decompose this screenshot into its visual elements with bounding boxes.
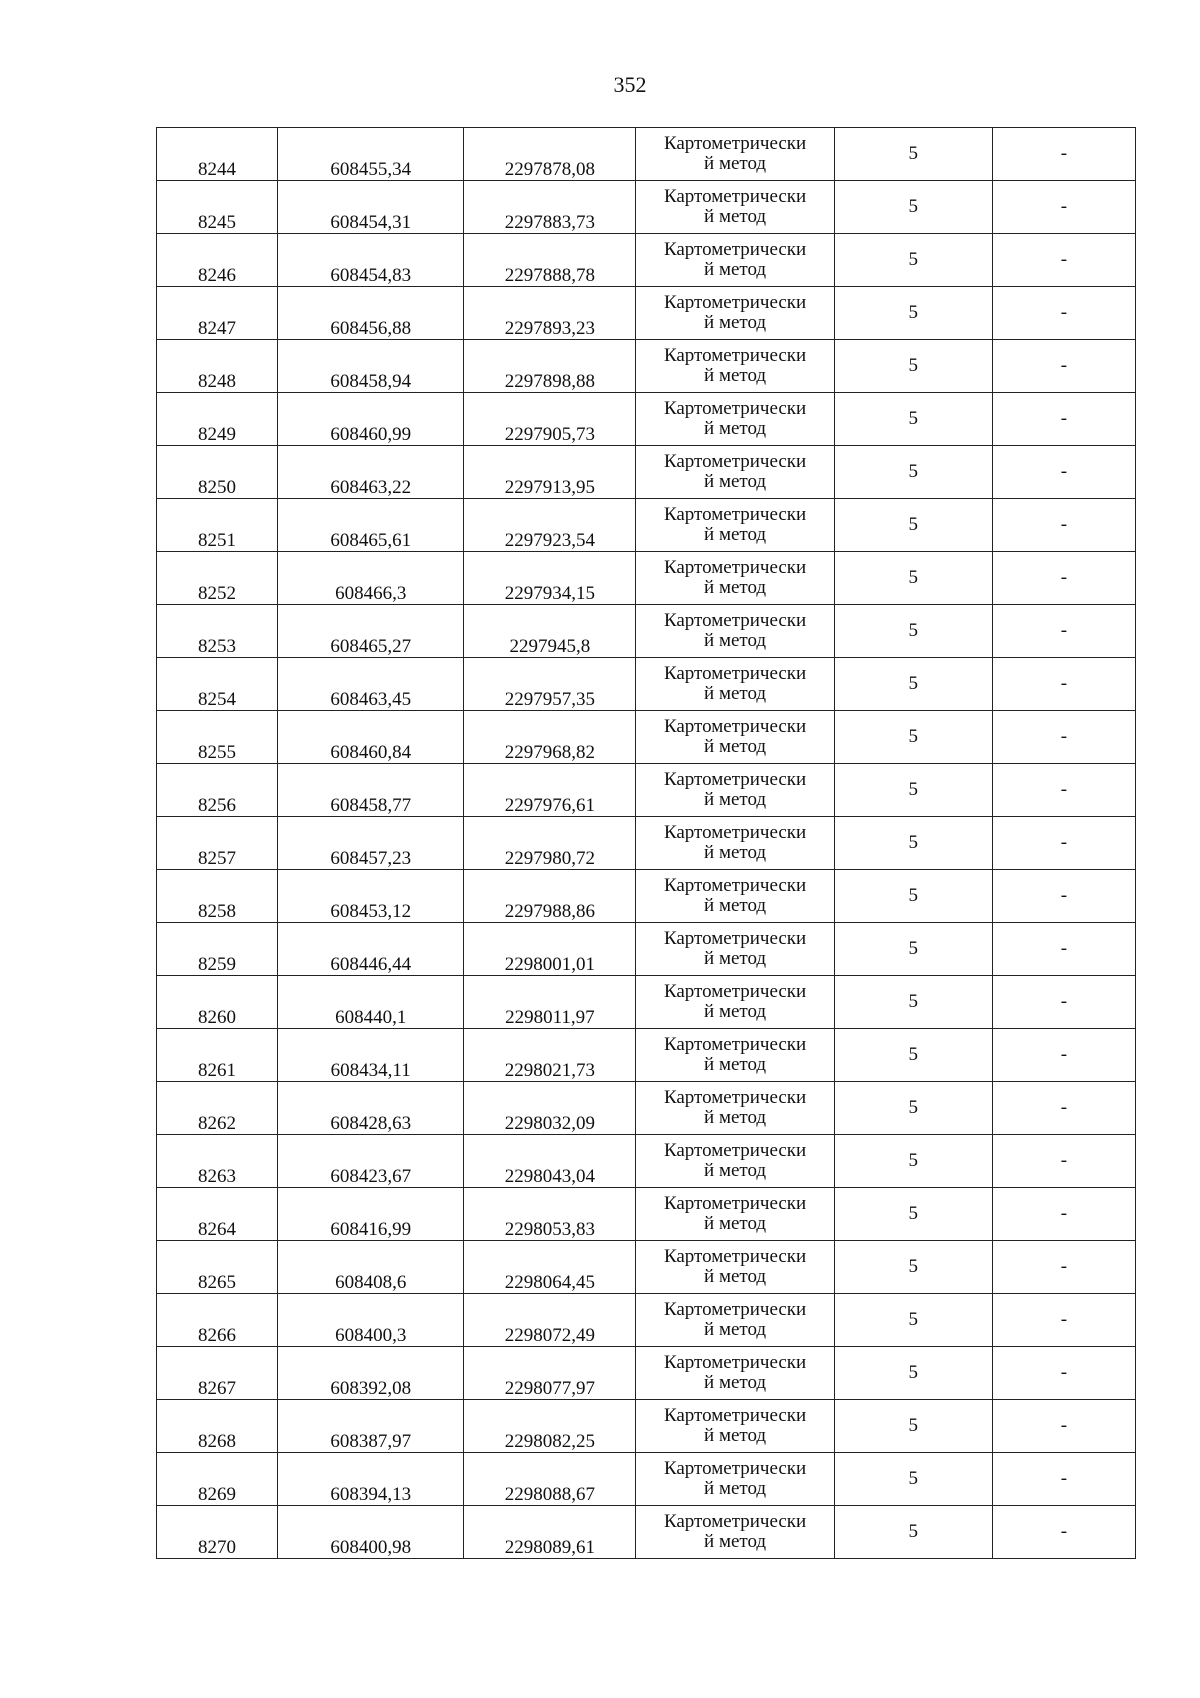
note-cell: - [992, 234, 1135, 287]
note-cell: - [992, 817, 1135, 870]
method-cell [636, 499, 834, 552]
method-line-1: Картометрически [663, 186, 807, 208]
point-number-cell: 8254 [157, 658, 278, 711]
method-cell [636, 711, 834, 764]
table-row [157, 923, 1136, 976]
note-cell: - [992, 976, 1135, 1029]
point-number-cell: 8270 [157, 1506, 278, 1559]
point-number-cell: 8247 [157, 287, 278, 340]
method-line-1: Картометрически [663, 345, 807, 367]
point-number-cell: 8260 [157, 976, 278, 1029]
x-coordinate-cell: 608454,83 [278, 234, 464, 287]
method-cell [636, 1029, 834, 1082]
y-coordinate-cell: 2298032,09 [464, 1082, 636, 1135]
method-cell [636, 817, 834, 870]
point-number-cell: 8259 [157, 923, 278, 976]
x-coordinate-cell: 608446,44 [278, 923, 464, 976]
method-cell [636, 446, 834, 499]
method-line-1: Картометрически [663, 875, 807, 897]
accuracy-cell: 5 [834, 234, 992, 287]
note-cell: - [992, 923, 1135, 976]
table-row [157, 128, 1136, 181]
y-coordinate-cell: 2297988,86 [464, 870, 636, 923]
table-row [157, 1506, 1136, 1559]
y-coordinate-cell: 2298053,83 [464, 1188, 636, 1241]
y-coordinate-cell: 2298021,73 [464, 1029, 636, 1082]
method-line-2: й метод [704, 1213, 767, 1234]
accuracy-cell: 5 [834, 1241, 992, 1294]
method-cell [636, 976, 834, 1029]
method-line-2: й метод [704, 1478, 767, 1499]
method-line-2: й метод [704, 1107, 767, 1128]
accuracy-cell: 5 [834, 1453, 992, 1506]
point-number-cell: 8245 [157, 181, 278, 234]
accuracy-cell: 5 [834, 976, 992, 1029]
method-cell [636, 552, 834, 605]
y-coordinate-cell: 2297934,15 [464, 552, 636, 605]
method-line-2: й метод [704, 1266, 767, 1287]
note-cell: - [992, 552, 1135, 605]
y-coordinate-cell: 2297968,82 [464, 711, 636, 764]
accuracy-cell: 5 [834, 764, 992, 817]
table-row [157, 181, 1136, 234]
accuracy-cell: 5 [834, 923, 992, 976]
method-cell [636, 870, 834, 923]
table-row [157, 499, 1136, 552]
point-number-cell: 8267 [157, 1347, 278, 1400]
point-number-cell: 8262 [157, 1082, 278, 1135]
method-line-2: й метод [704, 206, 767, 227]
method-line-2: й метод [704, 1160, 767, 1181]
table-row [157, 234, 1136, 287]
table-row [157, 711, 1136, 764]
x-coordinate-cell: 608394,13 [278, 1453, 464, 1506]
x-coordinate-cell: 608454,31 [278, 181, 464, 234]
x-coordinate-cell: 608465,61 [278, 499, 464, 552]
x-coordinate-cell: 608457,23 [278, 817, 464, 870]
point-number-cell: 8257 [157, 817, 278, 870]
y-coordinate-cell: 2297878,08 [464, 128, 636, 181]
y-coordinate-cell: 2297957,35 [464, 658, 636, 711]
accuracy-cell: 5 [834, 1082, 992, 1135]
method-cell [636, 605, 834, 658]
note-cell: - [992, 1241, 1135, 1294]
accuracy-cell: 5 [834, 870, 992, 923]
note-cell: - [992, 764, 1135, 817]
method-cell [636, 923, 834, 976]
note-cell: - [992, 1453, 1135, 1506]
accuracy-cell: 5 [834, 1135, 992, 1188]
method-line-2: й метод [704, 1001, 767, 1022]
point-number-cell: 8261 [157, 1029, 278, 1082]
note-cell: - [992, 1400, 1135, 1453]
point-number-cell: 8250 [157, 446, 278, 499]
y-coordinate-cell: 2298088,67 [464, 1453, 636, 1506]
table-row [157, 1294, 1136, 1347]
point-number-cell: 8255 [157, 711, 278, 764]
method-cell [636, 234, 834, 287]
note-cell: - [992, 1188, 1135, 1241]
table-row [157, 340, 1136, 393]
accuracy-cell: 5 [834, 393, 992, 446]
accuracy-cell: 5 [834, 658, 992, 711]
y-coordinate-cell: 2298077,97 [464, 1347, 636, 1400]
method-line-1: Картометрически [663, 557, 807, 579]
x-coordinate-cell: 608408,6 [278, 1241, 464, 1294]
note-cell: - [992, 605, 1135, 658]
method-cell [636, 128, 834, 181]
accuracy-cell: 5 [834, 1347, 992, 1400]
page-number: 352 [613, 72, 647, 97]
method-cell [636, 1188, 834, 1241]
point-number-cell: 8264 [157, 1188, 278, 1241]
method-cell [636, 1135, 834, 1188]
method-line-1: Картометрически [663, 1087, 807, 1109]
y-coordinate-cell: 2298082,25 [464, 1400, 636, 1453]
x-coordinate-cell: 608458,94 [278, 340, 464, 393]
accuracy-cell: 5 [834, 1294, 992, 1347]
point-number-cell: 8263 [157, 1135, 278, 1188]
x-coordinate-cell: 608458,77 [278, 764, 464, 817]
coordinates-table [156, 127, 1136, 1559]
method-line-1: Картометрически [663, 981, 807, 1003]
y-coordinate-cell: 2297893,23 [464, 287, 636, 340]
method-line-2: й метод [704, 683, 767, 704]
method-cell [636, 393, 834, 446]
y-coordinate-cell: 2298043,04 [464, 1135, 636, 1188]
accuracy-cell: 5 [834, 552, 992, 605]
method-line-1: Картометрически [663, 504, 807, 526]
method-line-1: Картометрически [663, 769, 807, 791]
x-coordinate-cell: 608440,1 [278, 976, 464, 1029]
method-cell [636, 1347, 834, 1400]
method-line-2: й метод [704, 948, 767, 969]
x-coordinate-cell: 608466,3 [278, 552, 464, 605]
point-number-cell: 8253 [157, 605, 278, 658]
method-line-2: й метод [704, 259, 767, 280]
x-coordinate-cell: 608463,45 [278, 658, 464, 711]
x-coordinate-cell: 608423,67 [278, 1135, 464, 1188]
point-number-cell: 8265 [157, 1241, 278, 1294]
method-line-2: й метод [704, 418, 767, 439]
note-cell: - [992, 499, 1135, 552]
note-cell: - [992, 393, 1135, 446]
method-line-1: Картометрически [663, 1511, 807, 1533]
x-coordinate-cell: 608434,11 [278, 1029, 464, 1082]
accuracy-cell: 5 [834, 1029, 992, 1082]
method-cell [636, 1400, 834, 1453]
y-coordinate-cell: 2297898,88 [464, 340, 636, 393]
x-coordinate-cell: 608456,88 [278, 287, 464, 340]
method-line-1: Картометрически [663, 928, 807, 950]
table-row [157, 1453, 1136, 1506]
point-number-cell: 8258 [157, 870, 278, 923]
x-coordinate-cell: 608463,22 [278, 446, 464, 499]
method-cell [636, 287, 834, 340]
method-cell [636, 764, 834, 817]
note-cell: - [992, 287, 1135, 340]
accuracy-cell: 5 [834, 128, 992, 181]
y-coordinate-cell: 2297883,73 [464, 181, 636, 234]
point-number-cell: 8246 [157, 234, 278, 287]
method-line-2: й метод [704, 895, 767, 916]
point-number-cell: 8248 [157, 340, 278, 393]
table-row [157, 1029, 1136, 1082]
table-row [157, 552, 1136, 605]
point-number-cell: 8256 [157, 764, 278, 817]
method-line-1: Картометрически [663, 1299, 807, 1321]
x-coordinate-cell: 608428,63 [278, 1082, 464, 1135]
table-row [157, 393, 1136, 446]
table-row [157, 1135, 1136, 1188]
method-line-1: Картометрически [663, 292, 807, 314]
method-line-2: й метод [704, 1425, 767, 1446]
method-line-1: Картометрически [663, 1034, 807, 1056]
x-coordinate-cell: 608460,99 [278, 393, 464, 446]
note-cell: - [992, 446, 1135, 499]
x-coordinate-cell: 608400,98 [278, 1506, 464, 1559]
method-line-1: Картометрически [663, 1140, 807, 1162]
x-coordinate-cell: 608465,27 [278, 605, 464, 658]
x-coordinate-cell: 608455,34 [278, 128, 464, 181]
y-coordinate-cell: 2297905,73 [464, 393, 636, 446]
method-line-1: Картометрически [663, 451, 807, 473]
method-line-1: Картометрически [663, 133, 807, 155]
point-number-cell: 8269 [157, 1453, 278, 1506]
note-cell: - [992, 1029, 1135, 1082]
accuracy-cell: 5 [834, 499, 992, 552]
accuracy-cell: 5 [834, 1400, 992, 1453]
accuracy-cell: 5 [834, 711, 992, 764]
note-cell: - [992, 1506, 1135, 1559]
method-line-1: Картометрически [663, 1246, 807, 1268]
method-line-1: Картометрически [663, 1458, 807, 1480]
point-number-cell: 8244 [157, 128, 278, 181]
accuracy-cell: 5 [834, 181, 992, 234]
method-cell [636, 1453, 834, 1506]
method-line-2: й метод [704, 736, 767, 757]
method-line-2: й метод [704, 630, 767, 651]
table-row [157, 605, 1136, 658]
x-coordinate-cell: 608392,08 [278, 1347, 464, 1400]
table-row [157, 870, 1136, 923]
method-cell [636, 1082, 834, 1135]
method-line-2: й метод [704, 1531, 767, 1552]
table-row [157, 764, 1136, 817]
method-line-1: Картометрически [663, 716, 807, 738]
table-row [157, 446, 1136, 499]
table-row [157, 817, 1136, 870]
table-row [157, 287, 1136, 340]
method-line-2: й метод [704, 471, 767, 492]
method-line-2: й метод [704, 577, 767, 598]
method-line-2: й метод [704, 789, 767, 810]
method-line-1: Картометрически [663, 1193, 807, 1215]
accuracy-cell: 5 [834, 1506, 992, 1559]
method-line-2: й метод [704, 153, 767, 174]
method-line-1: Картометрически [663, 239, 807, 261]
method-line-1: Картометрически [663, 398, 807, 420]
method-line-2: й метод [704, 365, 767, 386]
x-coordinate-cell: 608460,84 [278, 711, 464, 764]
note-cell: - [992, 711, 1135, 764]
y-coordinate-cell: 2297980,72 [464, 817, 636, 870]
coordinates-table-body [157, 128, 1136, 1559]
accuracy-cell: 5 [834, 340, 992, 393]
method-line-2: й метод [704, 1054, 767, 1075]
y-coordinate-cell: 2297976,61 [464, 764, 636, 817]
y-coordinate-cell: 2297888,78 [464, 234, 636, 287]
method-cell [636, 340, 834, 393]
x-coordinate-cell: 608453,12 [278, 870, 464, 923]
point-number-cell: 8266 [157, 1294, 278, 1347]
note-cell: - [992, 1135, 1135, 1188]
method-line-2: й метод [704, 842, 767, 863]
point-number-cell: 8268 [157, 1400, 278, 1453]
accuracy-cell: 5 [834, 817, 992, 870]
method-line-1: Картометрически [663, 1352, 807, 1374]
table-row [157, 1188, 1136, 1241]
accuracy-cell: 5 [834, 446, 992, 499]
table-row [157, 976, 1136, 1029]
method-line-1: Картометрически [663, 1405, 807, 1427]
table-row [157, 658, 1136, 711]
method-line-1: Картометрически [663, 663, 807, 685]
point-number-cell: 8252 [157, 552, 278, 605]
accuracy-cell: 5 [834, 1188, 992, 1241]
y-coordinate-cell: 2298072,49 [464, 1294, 636, 1347]
note-cell: - [992, 340, 1135, 393]
y-coordinate-cell: 2298064,45 [464, 1241, 636, 1294]
method-cell [636, 1294, 834, 1347]
method-line-2: й метод [704, 1372, 767, 1393]
note-cell: - [992, 1347, 1135, 1400]
accuracy-cell: 5 [834, 287, 992, 340]
y-coordinate-cell: 2297945,8 [464, 605, 636, 658]
note-cell: - [992, 181, 1135, 234]
point-number-cell: 8251 [157, 499, 278, 552]
y-coordinate-cell: 2297913,95 [464, 446, 636, 499]
x-coordinate-cell: 608400,3 [278, 1294, 464, 1347]
table-row [157, 1347, 1136, 1400]
method-line-2: й метод [704, 1319, 767, 1340]
method-line-2: й метод [704, 312, 767, 333]
y-coordinate-cell: 2297923,54 [464, 499, 636, 552]
y-coordinate-cell: 2298011,97 [464, 976, 636, 1029]
x-coordinate-cell: 608416,99 [278, 1188, 464, 1241]
table-row [157, 1241, 1136, 1294]
method-line-1: Картометрически [663, 822, 807, 844]
note-cell: - [992, 658, 1135, 711]
method-cell [636, 658, 834, 711]
y-coordinate-cell: 2298001,01 [464, 923, 636, 976]
method-cell [636, 181, 834, 234]
table-row [157, 1082, 1136, 1135]
method-cell [636, 1241, 834, 1294]
method-line-2: й метод [704, 524, 767, 545]
table-row [157, 1400, 1136, 1453]
note-cell: - [992, 128, 1135, 181]
note-cell: - [992, 1082, 1135, 1135]
note-cell: - [992, 1294, 1135, 1347]
method-cell [636, 1506, 834, 1559]
y-coordinate-cell: 2298089,61 [464, 1506, 636, 1559]
accuracy-cell: 5 [834, 605, 992, 658]
x-coordinate-cell: 608387,97 [278, 1400, 464, 1453]
note-cell: - [992, 870, 1135, 923]
point-number-cell: 8249 [157, 393, 278, 446]
method-line-1: Картометрически [663, 610, 807, 632]
